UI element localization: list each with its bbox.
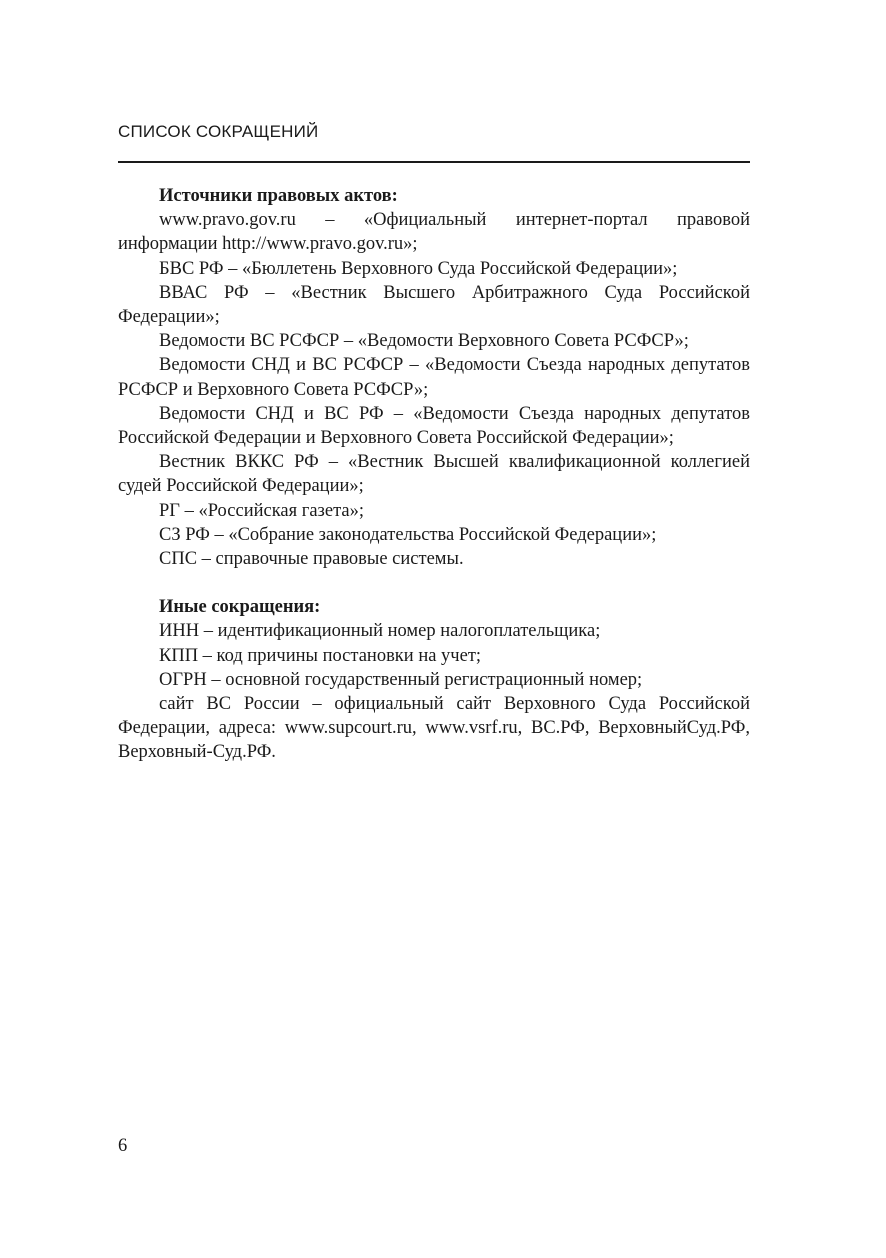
list-item: Ведомости СНД и ВС РСФСР – «Ведомости Съезда народных депутатов РСФСР и Верховного Совета РСФСР»; — [118, 355, 750, 400]
section-title-sources: Источники правовых актов: — [159, 186, 398, 206]
list-item: ВВАС РФ – «Вестник Высшего Арбитражного Суда Российской Федерации»; — [118, 282, 750, 328]
list-item: БВС РФ – «Бюллетень Верховного Суда Российской Федерации»; — [159, 258, 678, 279]
list-item: www.pravo.gov.ru – «Официальный интернет-портал правовой информации http://www.pravo.gov.ru»; — [118, 210, 750, 255]
list-item: Вестник ВККС РФ – «Вестник Высшей квалификационной коллегией судей Российской Федерации»; — [118, 452, 750, 497]
list-item: Ведомости СНД и ВС РФ – «Ведомости Съезда народных депутатов Российской Федерации и Верховного Совета Российской Федерации»; — [118, 403, 750, 449]
abbreviations-list — [118, 184, 750, 765]
section-title-other: Иные сокращения: — [159, 597, 321, 618]
document-page — [118, 0, 750, 1258]
section-spacer — [118, 571, 750, 595]
list-item: ОГРН – основной государственный регистрационный номер; — [159, 669, 643, 690]
list-item: РГ – «Российская газета»; — [159, 500, 364, 521]
list-item: Ведомости ВС РСФСР – «Ведомости Верховного Совета РСФСР»; — [159, 331, 689, 352]
list-item: СЗ РФ – «Собрание законодательства Российской Федерации»; — [159, 524, 657, 545]
page-number: 6 — [118, 1136, 128, 1156]
list-item: КПП – код причины постановки на учет; — [159, 645, 482, 666]
running-header-title: СПИСОК СОКРАЩЕНИЙ — [118, 122, 319, 141]
list-item: СПС – справочные правовые системы. — [159, 549, 464, 570]
header-rule — [118, 161, 750, 163]
list-item: ИНН – идентификационный номер налогоплательщика; — [159, 621, 601, 642]
list-item: сайт ВС России – официальный сайт Верховного Суда Российской Федерации, адреса: www.supcourt.ru, www.vsrf.ru, ВС.РФ, ВерховныйСуд.РФ, Верховный-Суд.РФ. — [118, 694, 750, 763]
